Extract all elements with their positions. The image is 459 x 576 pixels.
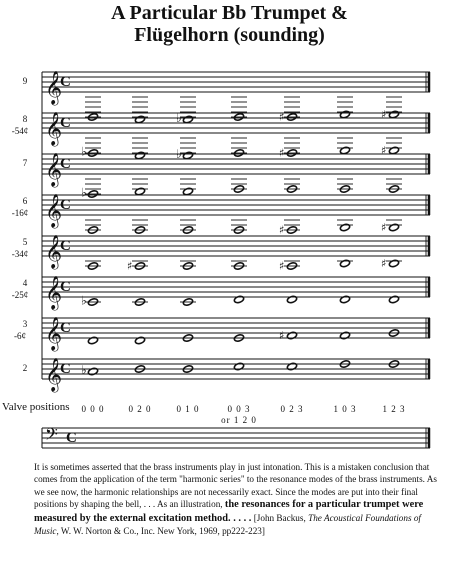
harmonic-number: 6 (22, 196, 28, 206)
whole-note (287, 362, 298, 370)
whole-note (389, 295, 400, 303)
whole-note (340, 110, 351, 118)
treble-clef-icon: 𝄞 (45, 70, 63, 104)
valve-position-label: 0 0 3 (227, 404, 251, 414)
whole-note (234, 362, 245, 370)
caption-citation-end: , W. W. Norton & Co., Inc. New York, 1969, pp222-223] (56, 526, 265, 537)
harmonic-cents: -34¢ (11, 249, 29, 259)
harmonic-cents: -54¢ (11, 126, 29, 136)
harmonic-number: 4 (22, 278, 28, 288)
flat-accidental: ♭ (176, 111, 182, 125)
whole-note (340, 146, 351, 154)
time-signature: C (66, 430, 77, 446)
valve-position-alt: or 1 2 0 (221, 415, 257, 425)
time-signature: C (60, 238, 71, 254)
whole-note (135, 115, 146, 123)
caption-citation-start: [John Backus, (253, 512, 306, 523)
caption-bold-text: the resonances for a particular trumpet were measured by the external excitation method. . . . . (34, 499, 424, 524)
whole-note (183, 187, 194, 195)
whole-note (340, 259, 351, 267)
caption (34, 461, 438, 537)
whole-note (135, 336, 146, 344)
treble-clef-icon: 𝄞 (45, 316, 63, 350)
whole-note (389, 110, 400, 118)
treble-clef-icon: 𝄞 (45, 111, 63, 145)
flat-accidental: ♭ (81, 185, 87, 200)
sharp-accidental: ♯ (381, 144, 387, 157)
title-line-1: A Particular Bb Trumpet & (111, 2, 348, 24)
valve-position-label: 1 2 3 (382, 404, 406, 414)
time-signature: C (60, 74, 71, 90)
whole-note (234, 295, 245, 303)
time-signature: C (60, 156, 71, 172)
harmonic-cents: -25¢ (11, 290, 29, 300)
harmonic-number: 5 (22, 237, 28, 247)
sharp-accidental: ♯ (279, 223, 285, 237)
whole-note (389, 223, 400, 231)
treble-clef-icon: 𝄞 (45, 152, 63, 186)
sharp-accidental: ♯ (381, 108, 387, 121)
whole-note (88, 367, 99, 375)
harmonic-cents: -16¢ (11, 208, 29, 218)
time-signature: C (60, 279, 71, 295)
harmonic-number: 3 (22, 319, 28, 329)
treble-clef-icon: 𝄞 (45, 193, 63, 227)
sharp-accidental: ♯ (279, 146, 285, 160)
valve-positions-header: Valve positions (2, 401, 70, 413)
whole-note (287, 295, 298, 303)
whole-note (135, 151, 146, 159)
time-signature: C (60, 361, 71, 377)
whole-note (287, 331, 298, 339)
whole-note (340, 331, 351, 339)
sharp-accidental: ♯ (279, 259, 285, 273)
whole-note (389, 259, 400, 267)
caption-book-title: The Acoustical Foundations of Music (34, 512, 421, 537)
flat-accidental: ♭ (176, 147, 182, 161)
treble-clef-icon: 𝄞 (45, 234, 63, 268)
harmonic-number: 7 (22, 158, 28, 168)
flat-accidental: ♭ (81, 144, 87, 159)
whole-note (88, 336, 99, 344)
title-line-2: Flügelhorn (sounding) (134, 24, 325, 46)
harmonic-number: 2 (22, 363, 28, 373)
time-signature: C (60, 197, 71, 213)
sharp-accidental: ♯ (381, 221, 387, 234)
whole-note (340, 223, 351, 231)
harmonic-number: 8 (22, 114, 28, 124)
treble-clef-icon: 𝄞 (45, 357, 63, 391)
whole-note (135, 187, 146, 195)
sharp-accidental: ♯ (381, 257, 387, 270)
sharp-accidental: ♯ (279, 110, 285, 124)
valve-position-label: 0 2 0 (128, 404, 152, 414)
bass-clef-icon: 𝄢 (45, 424, 58, 448)
harmonic-number: 9 (22, 76, 28, 86)
sharp-accidental: ♯ (127, 259, 133, 273)
flat-accidental: ♭ (81, 363, 87, 377)
whole-note (183, 115, 194, 123)
valve-position-label: 0 1 0 (176, 404, 200, 414)
whole-note (340, 295, 351, 303)
whole-note (183, 151, 194, 159)
time-signature: C (60, 115, 71, 131)
sharp-accidental: ♯ (279, 329, 285, 342)
valve-position-label: 0 0 0 (81, 404, 105, 414)
time-signature: C (60, 320, 71, 336)
whole-note (389, 146, 400, 154)
valve-position-label: 0 2 3 (280, 404, 304, 414)
valve-position-label: 1 0 3 (333, 404, 357, 414)
harmonic-cents: -6¢ (14, 331, 26, 341)
flat-accidental: ♭ (81, 293, 87, 308)
caption-text-1: It is sometimes asserted that the brass instruments play in just intonation. This is a mistaken conclusion that comes from the application of the term "harmonic series" to the resonance modes of the brass instruments. As we see now, the harmonic relationships are not necessarily exact. Since the modes are put into their final positions by shaping the bell, . . . As an illustration, (34, 462, 437, 510)
treble-clef-icon: 𝄞 (45, 275, 63, 309)
